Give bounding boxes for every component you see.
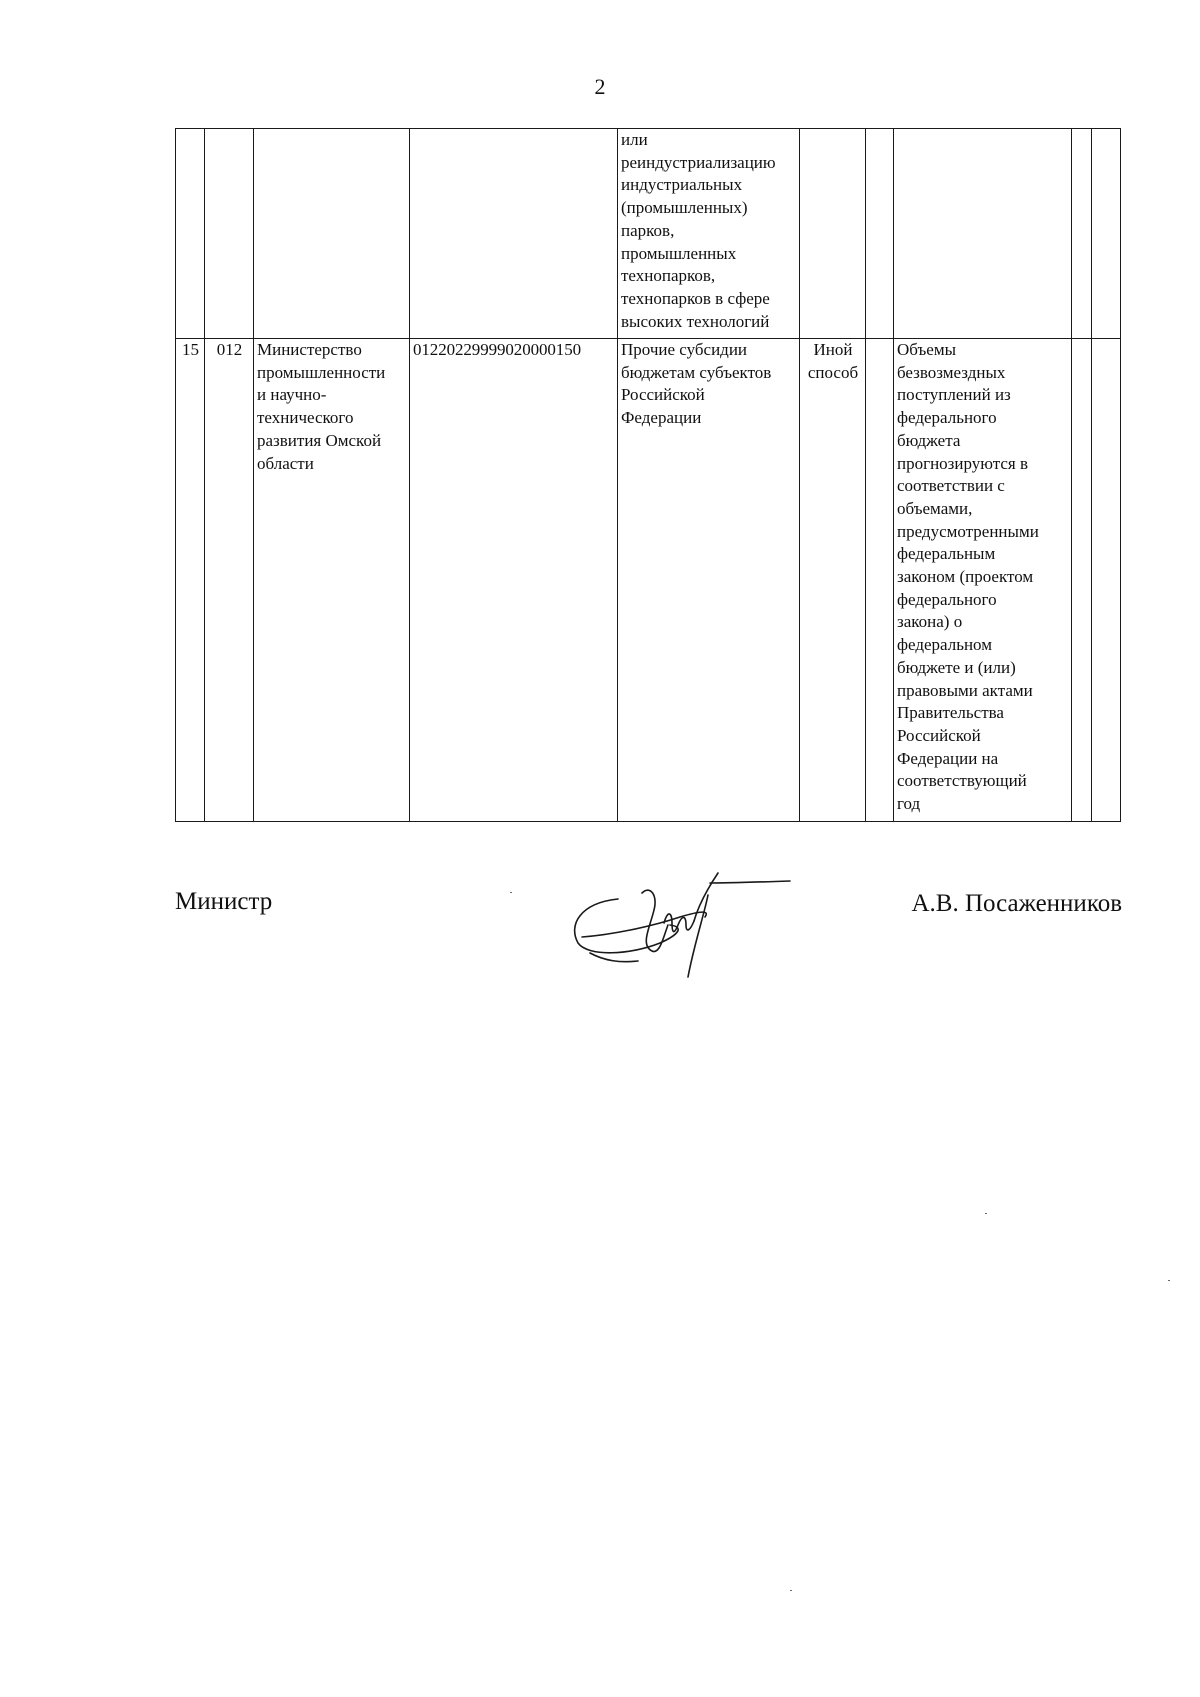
cell-empty [1092,129,1121,339]
note-line: федеральным [897,544,996,564]
signatory-name: А.В. Посаженников [911,890,1122,917]
description-line: технопарков, [621,266,716,286]
scan-speck [790,1590,792,1591]
note-line: объемами, [897,498,973,518]
cell-kbk-code: 01220229999020000150 [410,339,618,822]
description-line: технопарков в сфере [621,288,770,308]
description-line: парков, [621,220,675,240]
description-line: Российской [621,385,705,405]
description-line: реиндустриализацию [621,152,776,172]
note-line: соответствующий [897,771,1027,791]
note-line: прогнозируются в [897,453,1029,473]
table-row-15 [176,339,1121,822]
note-line: Российской [897,725,981,745]
cell-administrator [254,339,410,822]
cell-empty [1072,129,1092,339]
description-line: бюджетам субъектов [621,362,772,382]
description-line: (промышленных) [621,198,748,218]
cell-note [894,339,1072,822]
note-line: соответствии с [897,476,1005,496]
cell-method [800,129,866,339]
cell-kbk-code [410,129,618,339]
scan-speck [510,892,512,893]
table-row-continuation [176,129,1121,339]
method-line: Иной [813,340,853,359]
scan-speck [1168,1280,1170,1281]
description-line: индустриальных [621,175,743,195]
cell-empty [1072,339,1092,822]
note-line: законом (проектом [897,567,1034,587]
administrator-line: и научно- [257,385,327,405]
administrator-line: промышленности [257,362,386,382]
cell-description [618,339,800,822]
scan-speck [985,1213,987,1214]
cell-number: 15 [176,339,205,822]
note-line: Объемы [897,340,957,359]
administrator-line: развития Омской [257,430,382,450]
note-line: федерального [897,589,997,609]
description-line: Федерации [621,408,702,428]
note-line: Правительства [897,703,1004,723]
cell-empty [1092,339,1121,822]
note-line: безвозмездных [897,362,1006,382]
budget-revenue-table [175,128,1121,822]
administrator-line: области [257,453,314,473]
handwritten-signature [560,855,830,980]
cell-method [800,339,866,822]
cell-empty [866,129,894,339]
note-line: Федерации на [897,748,999,768]
note-line: поступлений из [897,385,1011,405]
note-line: бюджета [897,430,961,450]
description-line: промышленных [621,243,737,263]
cell-note [894,129,1072,339]
description-line: или [621,130,648,149]
signatory-role: Министр [175,888,273,915]
method-line: способ [807,362,859,382]
cell-description [618,129,800,339]
note-line: федеральном [897,635,992,655]
administrator-line: Министерство [257,340,362,359]
description-line: Прочие субсидии [621,340,748,359]
note-line: закона) о [897,612,963,632]
page-number: 2 [594,74,606,99]
note-line: год [897,794,921,814]
note-line: предусмотренными [897,521,1039,541]
note-line: федерального [897,408,997,428]
cell-admin-code: 012 [205,339,254,822]
cell-admin-code [205,129,254,339]
cell-administrator [254,129,410,339]
note-line: правовыми актами [897,680,1033,700]
cell-number [176,129,205,339]
note-line: бюджете и (или) [897,657,1016,677]
cell-empty [866,339,894,822]
description-line: высоких технологий [621,311,770,331]
administrator-line: технического [257,408,354,428]
